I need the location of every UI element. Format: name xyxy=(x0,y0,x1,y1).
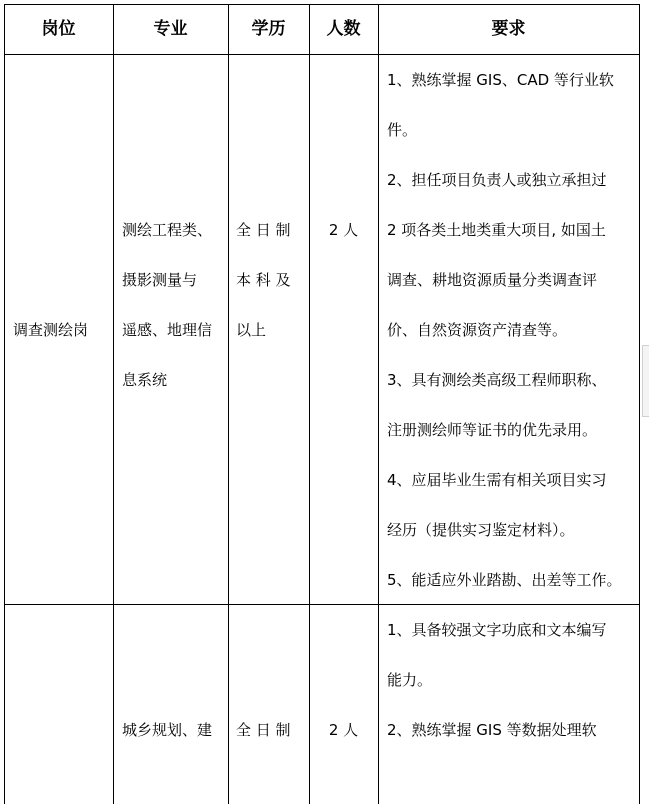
header-count: 人数 xyxy=(326,19,361,39)
col-line xyxy=(378,4,379,804)
col-line xyxy=(228,4,229,804)
row1-req-line: 价、自然资源资产清查等。 xyxy=(387,321,568,339)
row1-count: 2 人 xyxy=(328,221,359,239)
row1-req-line: 件。 xyxy=(387,121,418,139)
row1-req-line: 经历（提供实习鉴定材料）。 xyxy=(387,521,575,539)
row1-position: 调查测绘岗 xyxy=(13,321,89,339)
row1-req-line: 1、熟练掌握 GIS、CAD 等行业软 xyxy=(387,71,614,89)
header-education: 学历 xyxy=(251,19,286,39)
row1-req-line: 调查、耕地资源质量分类调查评 xyxy=(387,271,598,289)
row1-education-line: 本 科 及 xyxy=(236,271,291,289)
row1-major-line: 摄影测量与 xyxy=(122,271,198,289)
row1-education-line: 以上 xyxy=(236,321,267,339)
row1-req-line: 4、应届毕业生需有相关项目实习 xyxy=(387,471,607,489)
row1-req-line: 5、能适应外业踏勘、出差等工作。 xyxy=(387,571,622,589)
side-scroll-handle[interactable] xyxy=(642,345,649,417)
row2-major-line: 城乡规划、建 xyxy=(122,721,213,739)
row2-req-line: 1、具备较强文字功底和文本编写 xyxy=(387,621,607,639)
row2-count: 2 人 xyxy=(328,721,359,739)
row1-major-line: 测绘工程类、 xyxy=(122,221,213,239)
row2-education-line: 全 日 制 xyxy=(236,721,291,739)
col-line xyxy=(113,4,114,804)
recruitment-table xyxy=(4,4,640,804)
row1-req-line: 2 项各类土地类重大项目, 如国土 xyxy=(387,221,606,239)
header-position: 岗位 xyxy=(41,19,76,39)
col-line xyxy=(4,4,5,804)
row2-req-line: 能力。 xyxy=(387,671,433,689)
row1-major-line: 遥感、地理信 xyxy=(122,321,213,339)
col-line xyxy=(639,4,640,804)
col-line xyxy=(309,4,310,804)
row2-req-line: 2、熟练掌握 GIS 等数据处理软 xyxy=(387,721,597,739)
row1-req-line: 3、具有测绘类高级工程师职称、 xyxy=(387,371,607,389)
row1-education-line: 全 日 制 xyxy=(236,221,291,239)
row1-req-line: 2、担任项目负责人或独立承担过 xyxy=(387,171,607,189)
row1-req-line: 注册测绘师等证书的优先录用。 xyxy=(387,421,598,439)
header-requirements: 要求 xyxy=(491,19,526,39)
header-major: 专业 xyxy=(153,19,188,39)
row1-major-line: 息系统 xyxy=(122,371,168,389)
